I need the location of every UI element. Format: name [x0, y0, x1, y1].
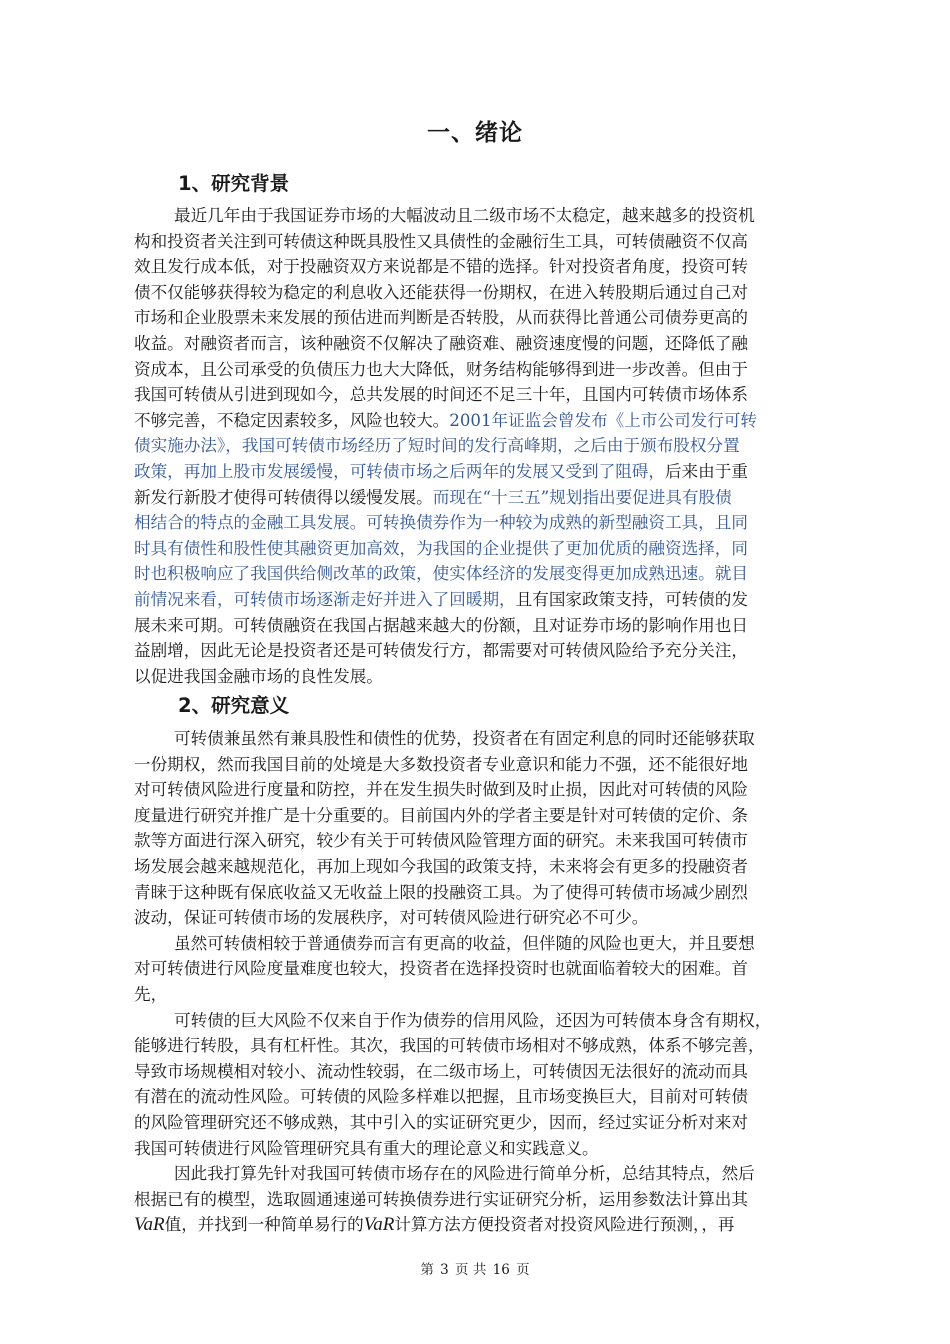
- text-run: 资成本，且公司承受的负债压力也大大降低，财务结构能够得到进一步改善。但由于: [134, 359, 748, 379]
- text-line: [134, 510, 859, 536]
- section-body-significance: [134, 726, 859, 1238]
- text-line: 度量进行研究并推广是十分重要的。目前国内外的学者主要是针对可转债的定价、条: [134, 805, 748, 825]
- text-line: 场发展会越来越规范化，再加上现如今我国的政策支持，未来将会有更多的投融资者: [134, 856, 748, 876]
- text-line: [134, 382, 859, 408]
- text-line: [134, 587, 859, 613]
- text-run: 债不仅能够获得较为稳定的利息收入还能获得一份期权，在进入转股期后通过自己对: [134, 282, 748, 302]
- text-line: 因此我打算先针对我国可转债市场存在的风险进行简单分析，总结其特点，然后: [174, 1164, 755, 1184]
- text-line: [134, 459, 859, 485]
- text-line: [134, 433, 859, 459]
- text-run: 效且发行成本低，对于投融资双方来说都是不错的选择。针对投资者角度，投资可转: [134, 257, 748, 277]
- text-line: 我国可转债进行风险管理研究具有重大的理论意义和实践意义。: [134, 1138, 599, 1158]
- text-run: 以促进我国金融市场的良性发展。: [134, 666, 383, 686]
- text-run: 时具有债性和股性使其融资更加高效，为我国的企业提供了更加优质的融资选择，同: [134, 538, 748, 558]
- text-run: 新发行新股才使得可转债得以缓慢发展。: [134, 487, 433, 507]
- chapter-title: 一、绪论: [427, 120, 523, 146]
- text-line: 对可转债风险进行度量和防控，并在发生损失时做到及时止损，因此对可转债的风险: [134, 780, 748, 800]
- section-body-background: [134, 203, 859, 689]
- text-line: 能够进行转股，具有杠杆性。其次，我国的可转债市场相对不够成熟，体系不够完善，: [134, 1036, 765, 1056]
- text-line: [134, 254, 859, 280]
- text-run: 益剧增，因此无论是投资者还是可转债发行方，都需要对可转债风险给予充分关注，: [134, 641, 748, 661]
- text-run: 时也积极响应了我国供给侧改革的政策，使实体经济的发展变得更加成熟迅速。就目: [134, 564, 748, 584]
- text-line: 款等方面进行深入研究，较少有关于可转债风险管理方面的研究。未来我国可转债市: [134, 831, 748, 851]
- text-line: 可转债的巨大风险不仅来自于作为债券的信用风险，还因为可转债本身含有期权，: [174, 1010, 772, 1030]
- footer-page-number: 3: [440, 1262, 449, 1278]
- paragraph: [134, 726, 859, 931]
- text-line: [134, 357, 859, 383]
- paragraph: [134, 1008, 859, 1162]
- text-run: 值，并找到一种简单易行的: [164, 1215, 364, 1235]
- text-line: [134, 561, 859, 587]
- section-heading-background: 1、研究背景: [178, 172, 290, 195]
- text-line: [134, 408, 859, 434]
- text-line: [134, 280, 859, 306]
- footer-suffix: 页: [516, 1262, 530, 1278]
- text-line: 对可转债进行风险度量难度也较大，投资者在选择投资时也就面临着较大的困难。首: [134, 959, 748, 979]
- text-run: 后来由于重: [665, 461, 748, 481]
- text-line: [134, 1212, 859, 1238]
- text-run: 最近几年由于我国证券市场的大幅波动且二级市场不太稳定，越来越多的投资机: [174, 206, 755, 225]
- text-line: [134, 664, 859, 690]
- text-line: [134, 485, 859, 511]
- text-line: 导致市场规模相对较小、流动性较弱，在二级市场上，可转债因无法很好的流动而具: [134, 1061, 748, 1081]
- paragraph: [134, 1161, 859, 1238]
- text-run: 展未来可期。可转债融资在我国占据越来越大的份额，且对证券市场的影响作用也日: [134, 615, 748, 635]
- text-line: 青睐于这种既有保底收益又无收益上限的投融资工具。为了使得可转债市场减少剧烈: [134, 882, 748, 902]
- paragraph: [134, 931, 859, 1008]
- text-line: 先，: [134, 984, 168, 1004]
- text-line: [134, 536, 859, 562]
- text-line: 一份期权，然而我国目前的处境是大多数投资者专业意识和能力不强，还不能很好地: [134, 754, 748, 774]
- text-run: 债实施办法》，我国可转债市场经历了短时间的发行高峰期，之后由于颁布股权分置: [134, 436, 740, 456]
- text-run: 2001年证监会曾发布《上市公司发行可转: [449, 410, 758, 430]
- text-line: [134, 229, 859, 255]
- footer-prefix: 第: [420, 1262, 434, 1278]
- text-line: [134, 331, 859, 357]
- var-symbol: VaR: [134, 1214, 165, 1236]
- text-line: 可转债兼虽然有兼具股性和债性的优势，投资者在有固定利息的同时还能够获取: [174, 729, 755, 748]
- text-run: 收益。对融资者而言，该种融资不仅解决了融资难、融资速度慢的问题，还降低了融: [134, 333, 748, 353]
- text-line: 波动，保证可转债市场的发展秩序，对可转债风险进行研究必不可少。: [134, 908, 649, 928]
- text-run: 前情况来看，可转债市场逐渐走好并进入了回暖期，: [134, 589, 516, 609]
- section-heading-significance: 2、研究意义: [178, 694, 290, 717]
- text-run: 构和投资者关注到可转债这种既具股性又具债性的金融衍生工具，可转债融资不仅高: [134, 231, 748, 251]
- text-run: 且有国家政策支持，可转债的发: [515, 589, 748, 609]
- text-run: 计算方法方便投资者对投资风险进行预测，，再: [394, 1215, 735, 1235]
- text-run: 市场和企业股票未来发展的预估进而判断是否转股，从而获得比普通公司债券更高的: [134, 308, 748, 328]
- text-run: 我国可转债从引进到现如今，总共发展的时间还不足三十年，且国内可转债市场体系: [134, 385, 748, 405]
- text-line: [134, 305, 859, 331]
- footer-mid: 页 共: [455, 1262, 487, 1278]
- text-line: [134, 638, 859, 664]
- text-line: [134, 203, 859, 229]
- text-line: 根据已有的模型，选取圆通速递可转换债券进行实证研究分析，运用参数法计算出其: [134, 1189, 748, 1209]
- text-line: 的风险管理研究还不够成熟，其中引入的实证研究更少，因而，经过实证分析对来对: [134, 1112, 748, 1132]
- var-symbol: VaR: [363, 1214, 395, 1236]
- text-line: 虽然可转债相较于普通债券而言有更高的收益，但伴随的风险也更大，并且要想: [174, 933, 755, 953]
- text-run: 相结合的特点的金融工具发展。可转换债券作为一种较为成熟的新型融资工具，且同: [134, 513, 748, 533]
- text-run: 不够完善，不稳定因素较多，风险也较大。: [134, 410, 450, 430]
- footer-total-pages: 16: [492, 1262, 510, 1278]
- text-line: 有潜在的流动性风险。可转债的风险多样难以把握，且市场变换巨大，目前对可转债: [134, 1087, 748, 1107]
- text-run: 而现在“十三五”规划指出要促进具有股债: [432, 487, 732, 507]
- page-footer: [0, 1258, 950, 1278]
- text-line: [134, 613, 859, 639]
- text-run: 政策，再加上股市发展缓慢，可转债市场之后两年的发展又受到了阻碍，: [134, 461, 665, 481]
